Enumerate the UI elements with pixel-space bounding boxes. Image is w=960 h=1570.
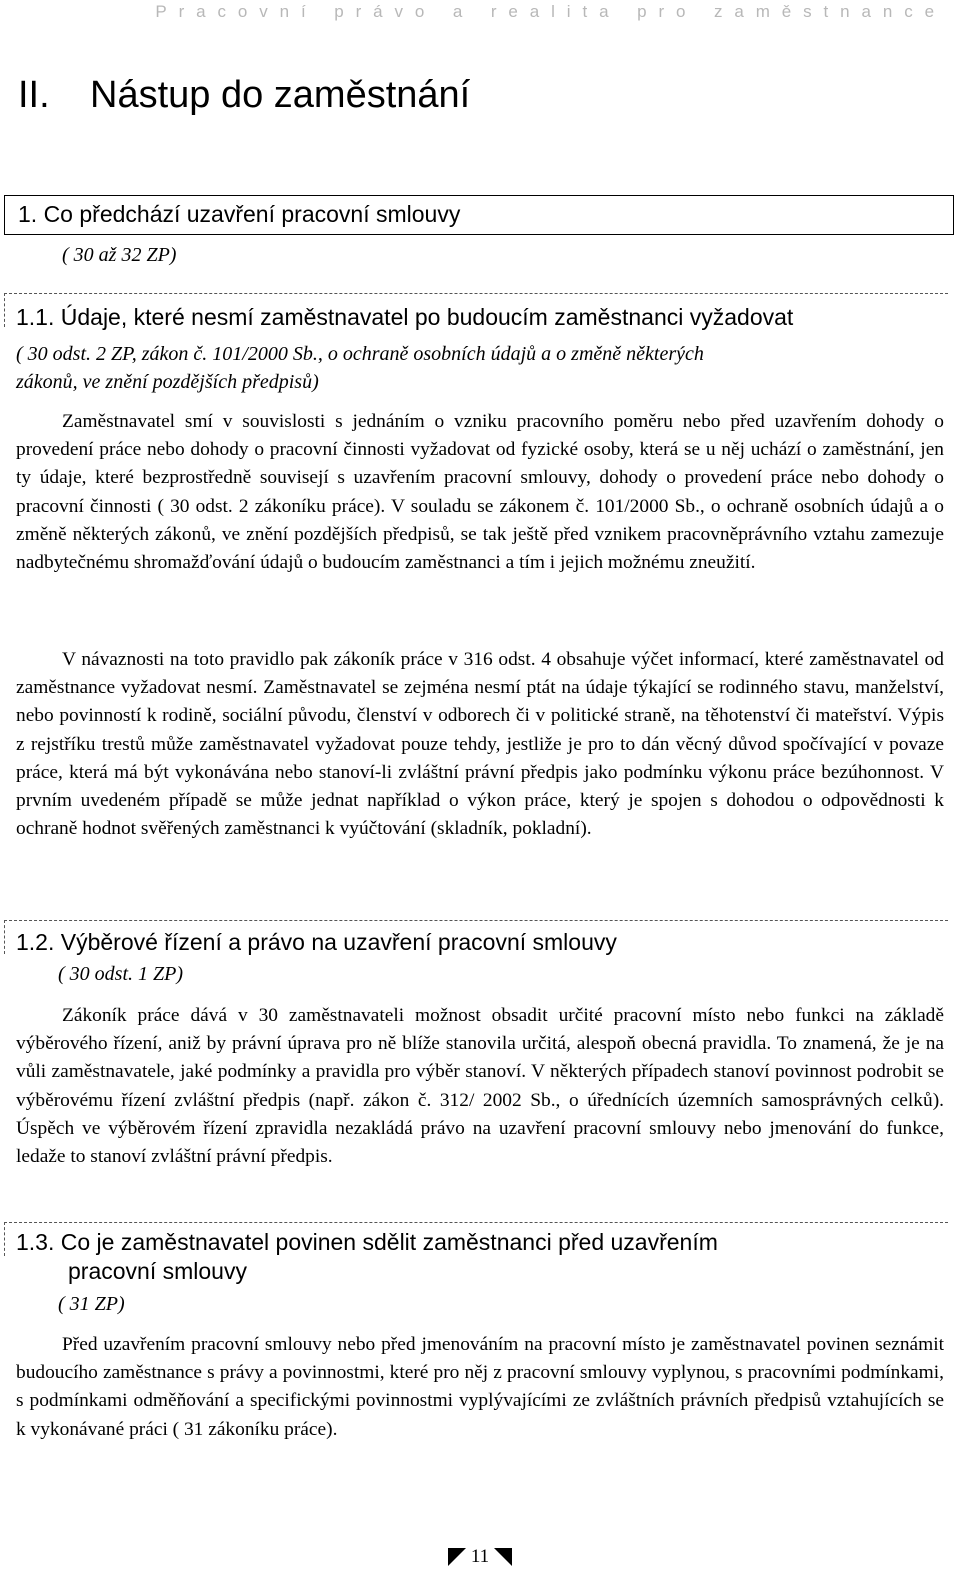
section-1-1-title: 1.1. Údaje, které nesmí zaměstnavatel po budoucím zaměstnanci vyžadovat: [16, 304, 794, 330]
page-number-right-triangle: [494, 1548, 512, 1566]
section-1-2-paragraph: Zákoník práce dává v 30 zaměstnavateli možnost obsadit určité pracovní místo nebo funkci na základě výběrového řízení, aniž by právní úprava pro ně blíže stanovila určitá, alespoň obecná pravidla. To znamená, že je na vůli zaměstnavatele, jaké podmínky a pravidla pro výběr stanoví. V některých případech stanoví povinnost podrobit se výběrovému řízení zvláštní předpis (např. zákon č. 312/ 2002 Sb., o úřednících územních samosprávných celků). Úspěch ve výběrovém řízení zpravidla nezakládá právo na uzavření pracovní smlouvy nebo jmenování do funkce, ledaže to stanoví zvláštní právní předpis.: [16, 1005, 944, 1168]
running-header: Pracovní právo a realita pro zaměstnance: [155, 2, 946, 21]
section-1-1-divider-left: [4, 293, 5, 327]
section-1-3-paragraph: Před uzavřením pracovní smlouvy nebo před jmenováním na pracovní místo je zaměstnavatel povinen seznámit budoucího zaměstnance s právy a povinnostmi, které pro něj z pracovní smlouvy vyplynou, s pracovními podmínkami, s podmínkami odměňování a specifickými povinnostmi vyplývajícími ze zvláštních právních předpisů vztahujících se k vykonávané práci ( 31 zákoníku práce).: [16, 1334, 944, 1440]
section-1-2-divider: [4, 920, 948, 921]
section-1-ref: ( 30 až 32 ZP): [62, 244, 177, 266]
section-1-1-paragraph-1: Zaměstnavatel smí v souvislosti s jednáním o vzniku pracovního poměru nebo před uzavřením dohody o provedení práce nebo dohody o pracovní činnosti vyžadovat od fyzické osoby, která se u něj uchází o zaměstnání, jen ty údaje, které bezprostředně souvisejí s uzavřením pracovní smlouvy, dohody o provedení práce nebo dohody o pracovní činnosti ( 30 odst. 2 zákoníku práce). V souladu se zákonem č. 101/2000 Sb., o ochraně osobních údajů a o změně některých zákonů, ve znění pozdějších předpisů, se tak ještě před vznikem pracovněprávního vztahu zamezuje nadbytečnému shromažďování údajů o budoucím zaměstnanci a tím i jejich možnému zneužití.: [16, 411, 944, 574]
section-1-1-divider: [4, 293, 948, 294]
section-1-2-ref: ( 30 odst. 1 ZP): [58, 963, 183, 985]
section-1-1-ref-line2: zákonů, ve znění pozdějších předpisů): [16, 371, 319, 393]
section-1-1-ref-line1: ( 30 odst. 2 ZP, zákon č. 101/2000 Sb., o ochraně osobních údajů a o změně některých: [16, 343, 704, 365]
chapter-title: Nástup do zaměstnání: [90, 74, 471, 116]
page-number: 11: [470, 1546, 490, 1567]
section-1-3-divider: [4, 1222, 948, 1223]
section-1-3-title-line2: pracovní smlouvy: [68, 1258, 247, 1284]
section-1-3-divider-left: [4, 1222, 5, 1256]
section-1-2-divider-left: [4, 920, 5, 954]
section-1-3-ref: ( 31 ZP): [58, 1293, 125, 1315]
section-1-2-title: 1.2. Výběrové řízení a právo na uzavření pracovní smlouvy: [16, 929, 617, 955]
chapter-heading: [18, 72, 470, 118]
section-1-1-paragraph-2: V návaznosti na toto pravidlo pak zákoník práce v 316 odst. 4 obsahuje výčet informací, které zaměstnavatel od zaměstnance vyžadovat nesmí. Zaměstnavatel se zejména nesmí ptát na údaje týkající se rodinného stavu, manželství, nebo povinností k rodině, sociální původu, členství v odborech či v politické straně, na těhotenství či mateřství. Výpis z rejstříku trestů může zaměstnavatel vyžadovat pouze tehdy, jestliže je pro to dán věcný důvod spočívající v povaze práce, která má být vykonávána nebo stanoví-li zvláštní právní předpis jako podmínku výkonu práce bezúhonnost. V prvním uvedeném případě se může jednat například o výkon práce, který je spojen s dohodou o odpovědnosti k ochraně hodnot svěřených zaměstnanci k vyúčtování (skladník, pokladní).: [16, 649, 944, 840]
section-1-3-title-line1: 1.3. Co je zaměstnavatel povinen sdělit zaměstnanci před uzavřením: [16, 1229, 718, 1255]
chapter-number: II.: [18, 74, 50, 116]
section-1-title: 1. Co předchází uzavření pracovní smlouvy: [18, 201, 461, 227]
